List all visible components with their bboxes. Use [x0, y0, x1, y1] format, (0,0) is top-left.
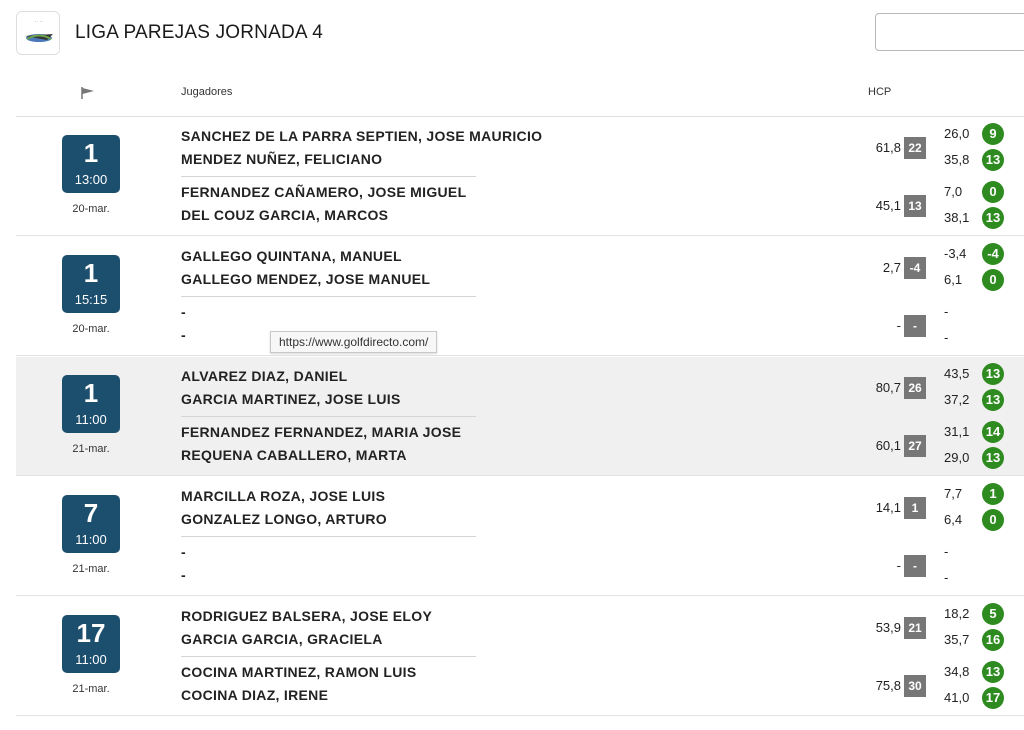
points-badge: 5 [982, 603, 1004, 625]
tee-date: 21-mar. [72, 563, 110, 575]
points-badge: 13 [982, 149, 1004, 171]
pair-hcp-total: 14,1 [875, 500, 901, 515]
pair-hcp-total: 2,7 [882, 260, 901, 275]
pair-hcp-total: 53,9 [875, 620, 901, 635]
points-badge: 16 [982, 629, 1004, 651]
player-hcp: 35,8 [944, 152, 970, 167]
player-name[interactable]: - [181, 567, 186, 583]
hole-number: 7 [83, 498, 99, 528]
points-badge: 9 [982, 123, 1004, 145]
points-badge: 13 [982, 207, 1004, 229]
points-badge: 0 [982, 269, 1004, 291]
player-hcp: - [944, 570, 949, 585]
pair-hcp-total: 80,7 [875, 380, 901, 395]
flag-icon [80, 86, 96, 100]
tee-time: 11:00 [75, 532, 107, 547]
hole-badge [62, 375, 120, 433]
player-name[interactable]: ALVAREZ DIAZ, DANIEL [181, 368, 348, 384]
pair-game-hcp: 30 [904, 675, 926, 697]
points-badge: -4 [982, 243, 1004, 265]
hole-badge [62, 135, 120, 193]
points-badge: 0 [982, 181, 1004, 203]
logo-emblem-icon [17, 12, 60, 55]
hcp-column-header: HCP [868, 86, 892, 98]
player-hcp: 31,1 [944, 424, 970, 439]
hole-badge [62, 255, 120, 313]
hole-number: 1 [83, 378, 99, 408]
player-hcp: 7,7 [944, 486, 963, 501]
pair-divider [181, 656, 476, 657]
pair-divider [181, 416, 476, 417]
player-name[interactable]: COCINA DIAZ, IRENE [181, 687, 329, 703]
page-header [0, 0, 1024, 70]
points-badge: 14 [982, 421, 1004, 443]
player-name[interactable]: MARCILLA ROZA, JOSE LUIS [181, 488, 386, 504]
player-hcp: 37,2 [944, 392, 970, 407]
points-badge: 13 [982, 389, 1004, 411]
tee-time-group[interactable] [16, 357, 1024, 476]
player-hcp: 18,2 [944, 606, 970, 621]
page-title: LIGA PAREJAS JORNADA 4 [75, 22, 323, 43]
tee-date: 21-mar. [72, 683, 110, 695]
points-badge: 13 [982, 447, 1004, 469]
player-hcp: 34,8 [944, 664, 970, 679]
tee-date: 20-mar. [72, 323, 110, 335]
player-hcp: 6,1 [944, 272, 963, 287]
player-hcp: - [944, 304, 949, 319]
player-name[interactable]: GARCIA GARCIA, GRACIELA [181, 631, 383, 647]
tee-time: 11:00 [75, 652, 107, 667]
player-hcp: 41,0 [944, 690, 970, 705]
hole-number: 1 [83, 258, 99, 288]
club-logo[interactable] [16, 11, 60, 55]
tee-time-group[interactable] [16, 117, 1024, 236]
pair-hcp-total: 61,8 [875, 140, 901, 155]
tee-time: 15:15 [74, 292, 108, 307]
tee-time: 11:00 [75, 412, 107, 427]
tee-time-group[interactable] [16, 237, 1024, 356]
pair-hcp-total: - [896, 318, 901, 333]
player-name[interactable]: FERNANDEZ CAÑAMERO, JOSE MIGUEL [181, 184, 467, 200]
url-tooltip: https://www.golfdirecto.com/ [270, 331, 437, 353]
player-name[interactable]: FERNANDEZ FERNANDEZ, MARIA JOSE [181, 424, 462, 440]
pair-game-hcp: 26 [904, 377, 926, 399]
hole-badge [62, 495, 120, 553]
player-hcp: 43,5 [944, 366, 970, 381]
svg-text:· · · ·: · · · · [34, 19, 44, 24]
player-name[interactable]: REQUENA CABALLERO, MARTA [181, 447, 407, 463]
pair-hcp-total: 60,1 [875, 438, 901, 453]
tee-time: 13:00 [74, 172, 108, 187]
player-name[interactable]: DEL COUZ GARCIA, MARCOS [181, 207, 389, 223]
pair-game-hcp: - [904, 315, 926, 337]
player-hcp: 29,0 [944, 450, 970, 465]
points-badge: 13 [982, 363, 1004, 385]
pair-game-hcp: 21 [904, 617, 926, 639]
pair-game-hcp: 22 [904, 137, 926, 159]
player-name[interactable]: COCINA MARTINEZ, RAMON LUIS [181, 664, 417, 680]
player-name[interactable]: GALLEGO MENDEZ, JOSE MANUEL [181, 271, 431, 287]
points-badge: 13 [982, 661, 1004, 683]
hole-number: 17 [76, 618, 106, 648]
player-hcp: 38,1 [944, 210, 970, 225]
points-badge: 17 [982, 687, 1004, 709]
pair-divider [181, 176, 476, 177]
player-hcp: - [944, 544, 949, 559]
player-name[interactable]: GARCIA MARTINEZ, JOSE LUIS [181, 391, 401, 407]
tee-date: 21-mar. [72, 443, 110, 455]
player-name[interactable]: RODRIGUEZ BALSERA, JOSE ELOY [181, 608, 433, 624]
hole-badge [62, 615, 120, 673]
player-hcp: 35,7 [944, 632, 970, 647]
pair-hcp-total: 45,1 [875, 198, 901, 213]
player-name[interactable]: SANCHEZ DE LA PARRA SEPTIEN, JOSE MAURICIO [181, 128, 543, 144]
player-name[interactable]: GONZALEZ LONGO, ARTURO [181, 511, 387, 527]
points-badge: 1 [982, 483, 1004, 505]
player-name[interactable]: - [181, 327, 186, 343]
pair-divider [181, 536, 476, 537]
player-hcp: -3,4 [944, 246, 967, 261]
pair-divider [181, 296, 476, 297]
players-column-header: Jugadores [181, 86, 233, 98]
pair-game-hcp: 27 [904, 435, 926, 457]
player-name[interactable]: - [181, 304, 186, 320]
pair-hcp-total: - [896, 558, 901, 573]
player-hcp: 26,0 [944, 126, 970, 141]
points-badge: 0 [982, 509, 1004, 531]
hole-number: 1 [83, 138, 99, 168]
tee-time-group[interactable] [16, 597, 1024, 716]
player-name[interactable]: GALLEGO QUINTANA, MANUEL [181, 248, 402, 264]
pair-game-hcp: - [904, 555, 926, 577]
player-hcp: - [944, 330, 949, 345]
pair-game-hcp: -4 [904, 257, 926, 279]
pair-game-hcp: 1 [904, 497, 926, 519]
player-name[interactable]: - [181, 544, 186, 560]
player-hcp: 6,4 [944, 512, 963, 527]
search-input[interactable] [875, 13, 1024, 51]
pair-hcp-total: 75,8 [875, 678, 901, 693]
tee-time-group[interactable] [16, 477, 1024, 596]
tee-date: 20-mar. [72, 203, 110, 215]
player-name[interactable]: MENDEZ NUÑEZ, FELICIANO [181, 151, 383, 167]
pair-game-hcp: 13 [904, 195, 926, 217]
player-hcp: 7,0 [944, 184, 963, 199]
